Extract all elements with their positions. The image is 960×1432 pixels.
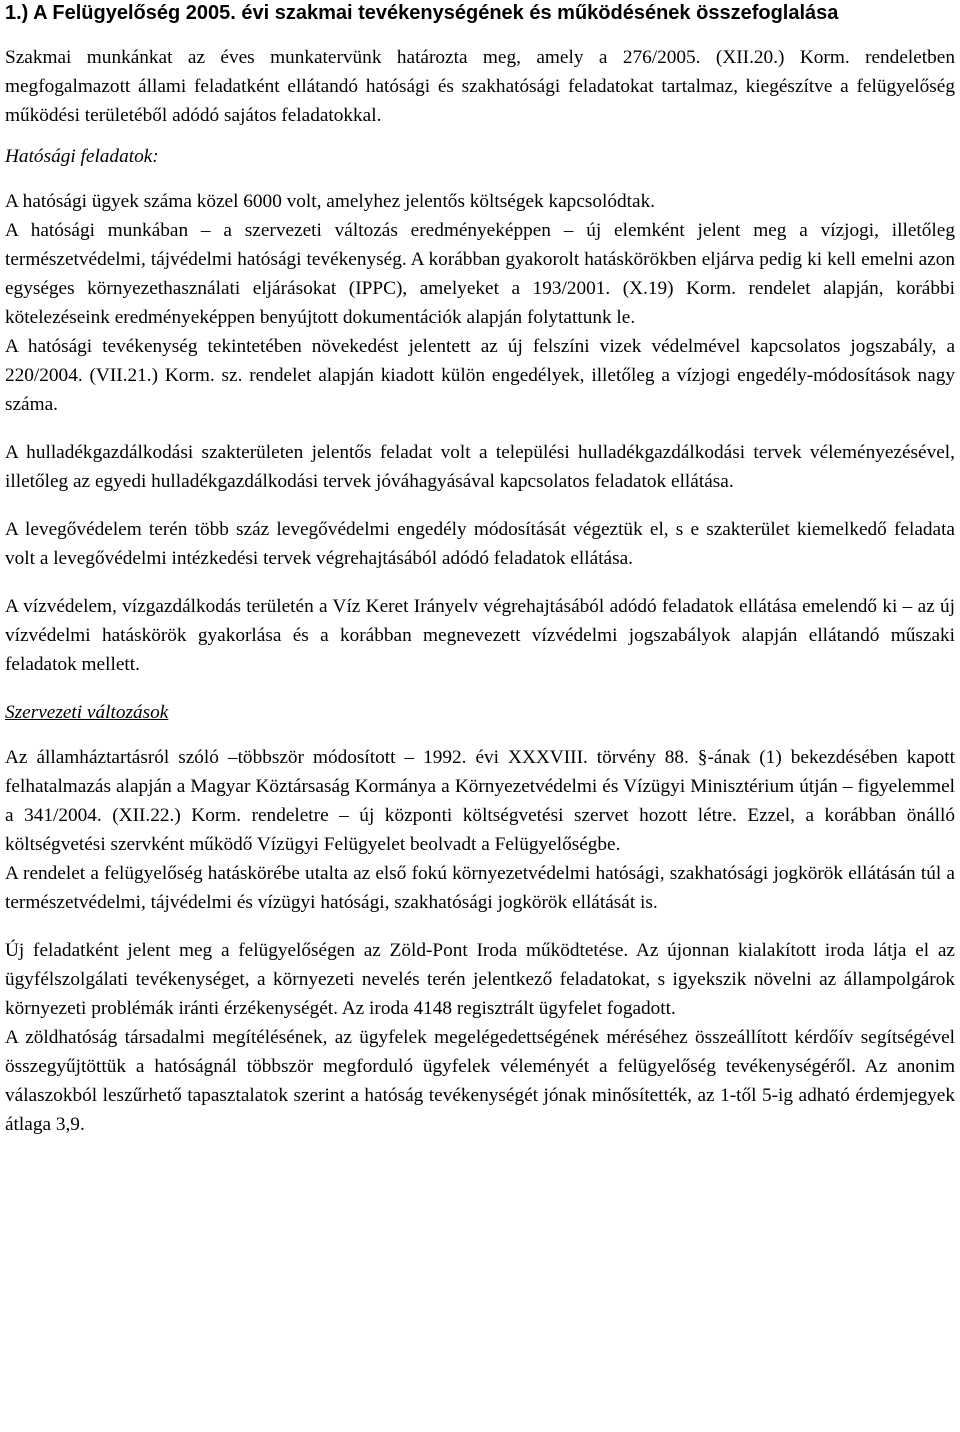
paragraph: A zöldhatóság társadalmi megítélésének, az ügyfelek megelégedettségének méréséhez összeállított kérdőív segítségével összegyűjtöttük a hatóságnál többször megforduló ügyfelek véleményét a felügyelőség tevékenységéről. Az anonim válaszokból leszűrhető tapasztalatok szerint a hatóság tevékenységét jónak minősítették, az 1-től 5-ig adható érdemjegyek átlaga 3,9. <box>5 1027 955 1135</box>
section-title-szervezeti: Szervezeti változások <box>5 702 169 723</box>
paragraph: A hatósági munkában – a szervezeti változás eredményeképpen – új elemként jelent meg a vízjogi, illetőleg természetvédelmi, tájvédelmi hatósági tevékenység. A korábban gyakorolt hatáskörökben eljárva pedig ki kell emelni azon egységes környezethasználati eljárásokat (IPPC), amelyeket a 193/2001. (X.19) Korm. rendelet alapján, korábbi kötelezéseink eredményeképpen benyújtott dokumentációk alapján folytattunk le. <box>5 220 955 328</box>
section-title-hatosagi: Hatósági feladatok: <box>5 146 159 167</box>
paragraph: A rendelet a felügyelőség hatáskörébe utalta az első fokú környezetvédelmi hatósági, szakhatósági jogkörök ellátásán túl a természetvédelmi, tájvédelmi és vízügyi hatósági, szakhatósági jogkörök ellátását is. <box>5 863 955 913</box>
paragraph: Az államháztartásról szóló –többször módosított – 1992. évi XXXVIII. törvény 88. §-ának (1) bekezdésében kapott felhatalmazás alapján a Magyar Köztársaság Kormánya a Környezetvédelmi és Vízügyi Minisztérium útján – figyelemmel a 341/2004. (XII.22.) Korm. rendeletre – új központi költségvetési szervet hozott létre. Ezzel, a korábban önálló költségvetési szervként működő Vízügyi Felügyelet beolvadt a Felügyelőségbe. <box>5 747 955 855</box>
document-page <box>5 0 955 1139</box>
paragraph: Új feladatként jelent meg a felügyelőségen az Zöld-Pont Iroda működtetése. Az újonnan kialakított iroda látja el az ügyfélszolgálati tevékenységet, a környezeti nevelés terén jelentkező feladatokat, s igyekszik növelni az állampolgárok környezeti problémák iránti érzékenységét. Az iroda 4148 regisztrált ügyfelet fogadott. <box>5 940 955 1019</box>
paragraph: A hulladékgazdálkodási szakterületen jelentős feladat volt a települési hulladékgazdálkodási tervek véleményezésével, illetőleg az egyedi hulladékgazdálkodási tervek jóváhagyásával kapcsolatos feladatok ellátása. <box>5 442 955 492</box>
paragraph: A hatósági tevékenység tekintetében növekedést jelentett az új felszíni vizek védelmével kapcsolatos jogszabály, a 220/2004. (VII.21.) Korm. sz. rendelet alapján kiadott külön engedélyek, illetőleg a vízjogi engedély-módosítások nagy száma. <box>5 336 955 415</box>
intro-paragraph: Szakmai munkánkat az éves munkatervünk határozta meg, amely a 276/2005. (XII.20.) Korm. rendeletben megfogalmazott állami feladatként ellátandó hatósági és szakhatósági feladatokat tartalmaz, kiegészítve a felügyelőség működési területéből adódó sajátos feladatokkal. <box>5 47 955 126</box>
document-heading: 1.) A Felügyelőség 2005. évi szakmai tevékenységének és működésének összefoglalása <box>5 2 839 24</box>
paragraph: A vízvédelem, vízgazdálkodás területén a Víz Keret Irányelv végrehajtásából adódó feladatok ellátása emelendő ki – az új vízvédelmi hatáskörök gyakorlása és a korábban megnevezett vízvédelmi jogszabályok alapján ellátandó műszaki feladatok mellett. <box>5 596 955 675</box>
paragraph: A hatósági ügyek száma közel 6000 volt, amelyhez jelentős költségek kapcsolódtak. <box>5 191 656 212</box>
paragraph: A levegővédelem terén több száz levegővédelmi engedély módosítását végeztük el, s e szakterület kiemelkedő feladata volt a levegővédelmi intézkedési tervek végrehajtásából adódó feladatok ellátása. <box>5 519 955 569</box>
